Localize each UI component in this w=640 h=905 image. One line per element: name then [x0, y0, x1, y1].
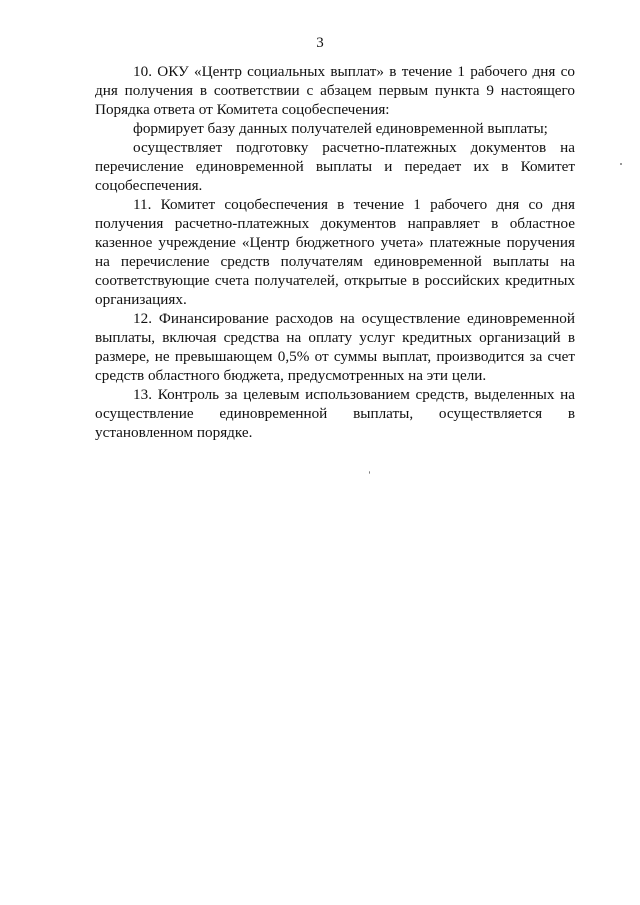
paragraph-item-10: 10. ОКУ «Центр социальных выплат» в течение 1 рабочего дня со дня получения в соответствии с абзацем первым пункта 9 настоящего Порядка ответа от Комитета соцобеспечения: [95, 63, 575, 118]
scan-speck [620, 163, 622, 165]
paragraph-item-12: 12. Финансирование расходов на осуществление единовременной выплаты, включая средства на оплату услуг кредитных организаций в размере, не превышающем 0,5% от суммы выплат, производится за счет средств областного бюджета, предусмотренных на эти цели. [95, 310, 575, 384]
paragraph-form-database: формирует базу данных получателей единовременной выплаты; [133, 120, 548, 137]
paragraph-item-13: 13. Контроль за целевым использованием средств, выделенных на осуществление единовременной выплаты, осуществляется в установленном порядке. [95, 386, 575, 441]
page-number: 3 [316, 35, 324, 51]
document-body [95, 62, 575, 442]
paragraph-item-11: 11. Комитет соцобеспечения в течение 1 рабочего дня со дня получения расчетно-платежных документов направляет в областное казенное учреждение «Центр бюджетного учета» платежные поручения на перечисление средств получателям единовременной выплаты на соответствующие счета получателей, открытые в российских кредитных организациях. [95, 196, 575, 308]
paragraph-prepare-documents: осуществляет подготовку расчетно-платежных документов на перечисление единовременной выплаты и передает их в Комитет соцобеспечения. [95, 139, 575, 194]
scan-speck [369, 471, 370, 474]
